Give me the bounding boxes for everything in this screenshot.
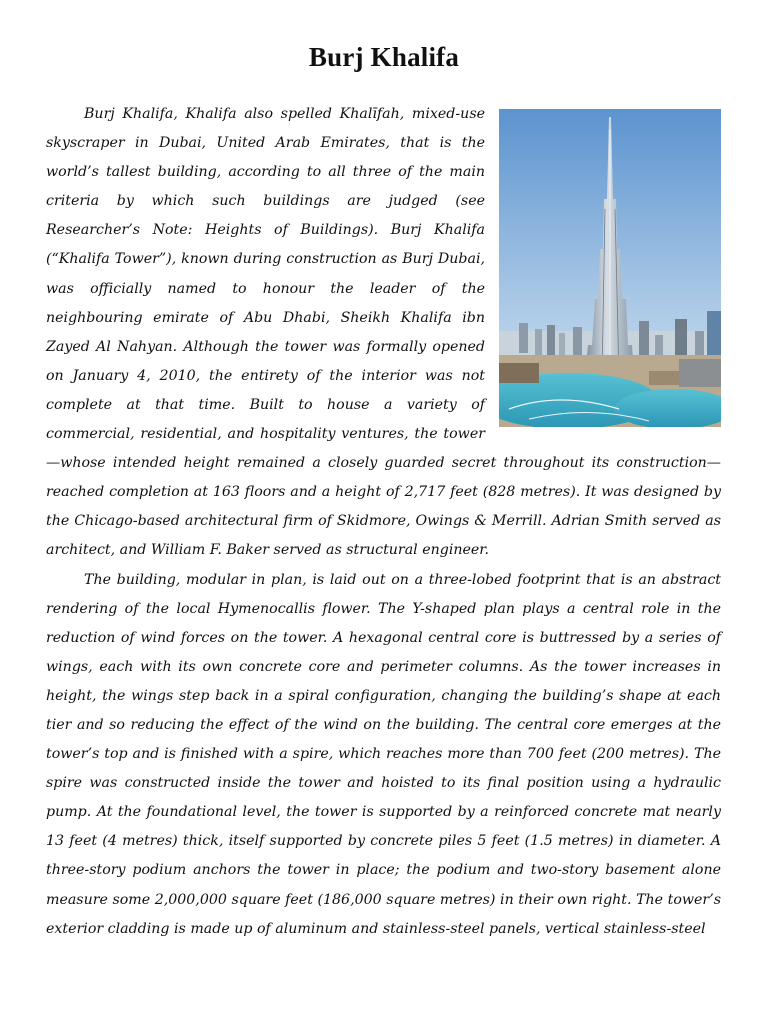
paragraph-2: The building, modular in plan, is laid out on a three-lobed footprint that is an abstract rendering of the local Hymenocallis flower. The Y-shaped plan plays a central role in the reduction of wind forces on the tower. A hexagonal central core is buttressed by a series of wings, each with its own concrete core and perimeter columns. As the tower increases in height, the wings step back in a spiral configuration, changing the building’s shape at each tier and so reducing the effect of the wind on the building. The central core emerges at the tower’s top and is finished with a spire, which reaches more than 700 feet (200 metres). The spire was constructed inside the tower and hoisted to its final position using a hydraulic pump. At the foundational level, the tower is supported by a reinforced concrete mat nearly 13 feet (4 metres) thick, itself supported by concrete piles 5 feet (1.5 metres) in diameter. A three-story podium anchors the tower in place; the podium and two-story basement alone measure some 2,000,000 square feet (186,000 square metres) in their own right. The tower’s exterior cladding is made up of aluminum and stainless-steel panels, vertical stainless-steel xyxy=(46,571,721,937)
article-body xyxy=(46,100,721,944)
paragraph-1 xyxy=(46,100,721,566)
paragraph-1-text: Burj Khalifa, Khalifa also spelled Khalīfah, mixed-use skyscraper in Dubai, United Arab Emirates, that is the world’s tallest building, according to all three of the main criteria by which such buildings are judged (see Researcher’s Note: Heights of Buildings). Burj Khalifa (“Khalifa Tower”), known during construction as Burj Dubai, was officially named to honour the leader of the neighbouring emirate of Abu Dhabi, Sheikh Khalifa ibn Zayed Al Nahyan. Although the tower was formally opened on January 4, 2010, the entirety of the interior was not complete at that time. Built to house a variety of commercial, residential, and hospitality ventures, the tower—whose intended height remained a closely guarded secret throughout its construction—reached completion at 163 floors and a height of 2,717 feet (828 metres). It was designed by the Chicago-based architectural firm of Skidmore, Owings & Merrill. Adrian Smith served as architect, and William F. Baker served as structural engineer. xyxy=(46,106,721,559)
page-title: Burj Khalifa xyxy=(308,42,460,72)
burj-khalifa-photo xyxy=(499,109,721,427)
